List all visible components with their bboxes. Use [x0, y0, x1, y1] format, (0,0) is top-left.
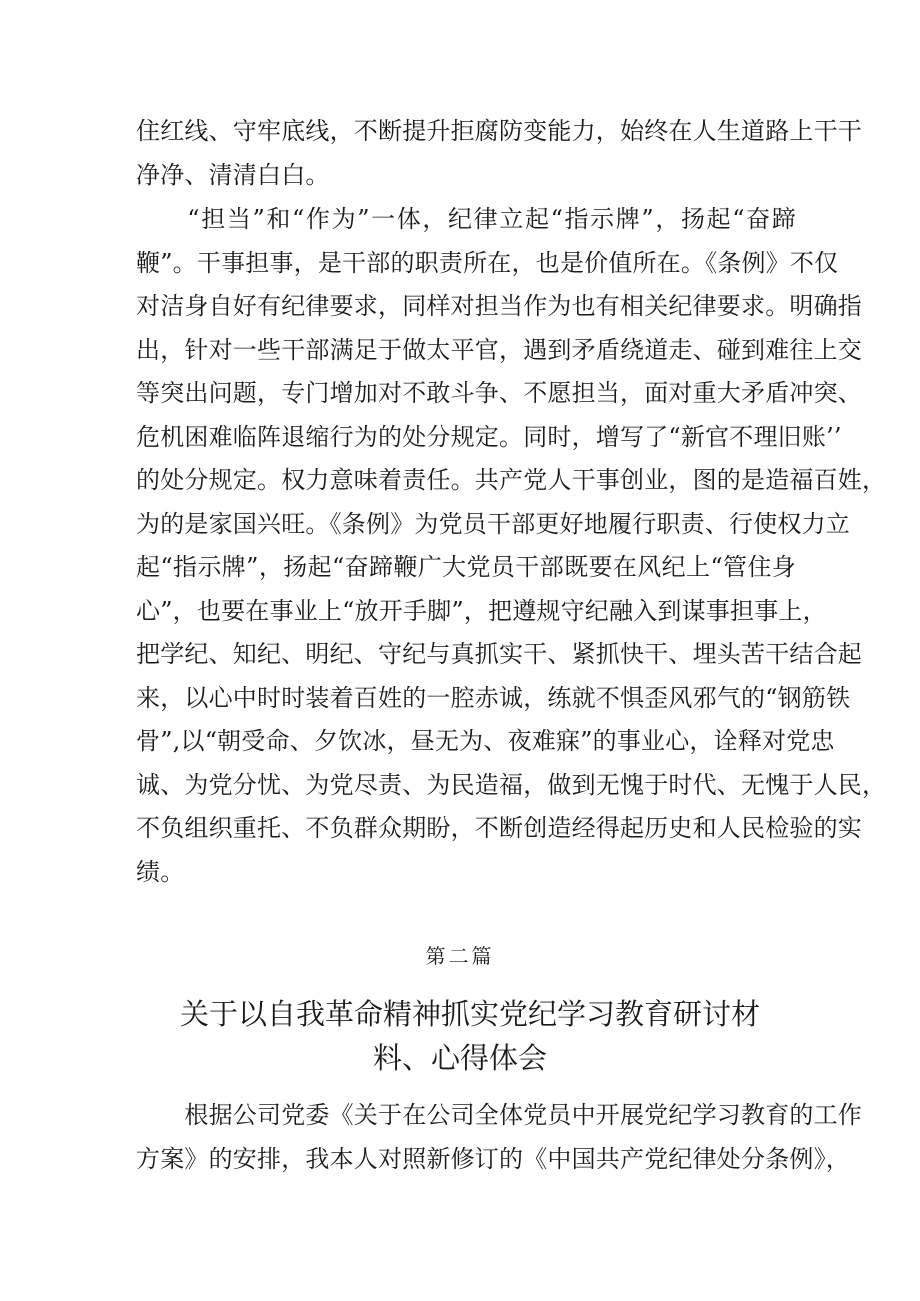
text-line: 心”，也要在事业上“放开手脚”，把遵规守纪融入到谋事担事上， [136, 596, 827, 625]
section-title [180, 992, 761, 1080]
section-label: 第二篇 [425, 944, 495, 968]
text-line: 诚、为党分忧、为党尽责、为民造福，做到无愧于时代、无愧于人民， [136, 770, 887, 799]
text-line: “担当”和“作为”一体，纪律立起“指示牌”，扬起“奋蹄 [136, 205, 796, 233]
text-line: 骨”,以“朝受命、夕饮冰，昼无为、夜难寐”的事业心，诠释对党忠 [136, 727, 835, 755]
text-line: 根据公司党委《关于在公司全体党员中开展党纪学习教育的工作 [136, 1101, 862, 1129]
text-line: 等突出问题，专门增加对不敢斗争、不愿担当，面对重大矛盾冲突、 [136, 379, 862, 407]
text-line: 起“指示牌”，扬起“奋蹄鞭广大党员干部既要在风纪上“管住身 [136, 553, 796, 581]
text-line: 把学纪、知纪、明纪、守纪与真抓实干、紧抓快干、埋头苦干结合起 [136, 640, 862, 668]
text-line: 鞭”。干事担事，是干部的职责所在，也是价值所在。《条例》不仅 [136, 248, 839, 277]
text-line: 出，针对一些干部满足于做太平官，遇到矛盾绕道走、碰到难往上交 [136, 335, 862, 364]
text-line: 净净、清清白白。 [136, 160, 330, 189]
title-line: 关于以自我革命精神抓实党纪学习教育研讨材 [180, 997, 761, 1031]
text-line: 为的是家国兴旺。《条例》为党员干部更好地履行职责、行使权力立 [136, 509, 850, 538]
text-line: 方案》的安排，我本人对照新修订的《中国共产党纪律处分条例》， [136, 1144, 850, 1173]
text-line: 绩。 [136, 857, 185, 886]
text-line: 来，以心中时时装着百姓的一腔赤诚，练就不惧歪风邪气的“钢筋铁 [136, 683, 851, 712]
paragraph-continued [136, 110, 862, 197]
paragraph-intro [136, 1094, 862, 1181]
paragraph-discipline [136, 198, 887, 894]
title-line: 料、心得体会 [372, 1041, 547, 1075]
text-line: 对洁身自好有纪律要求，同样对担当作为也有相关纪律要求。明确指 [136, 292, 862, 320]
text-line: 危机困难临阵退缩行为的处分规定。同时，增写了“新官不理旧账’’ [136, 422, 842, 451]
text-line: 住红线、守牢底线，不断提升拒腐防变能力，始终在人生道路上干干 [136, 117, 862, 145]
text-line: 的处分规定。权力意味着责任。共产党人干事创业，图的是造福百姓， [136, 466, 887, 494]
text-line: 不负组织重托、不负群众期盼，不断创造经得起历史和人民检验的实 [136, 814, 862, 842]
